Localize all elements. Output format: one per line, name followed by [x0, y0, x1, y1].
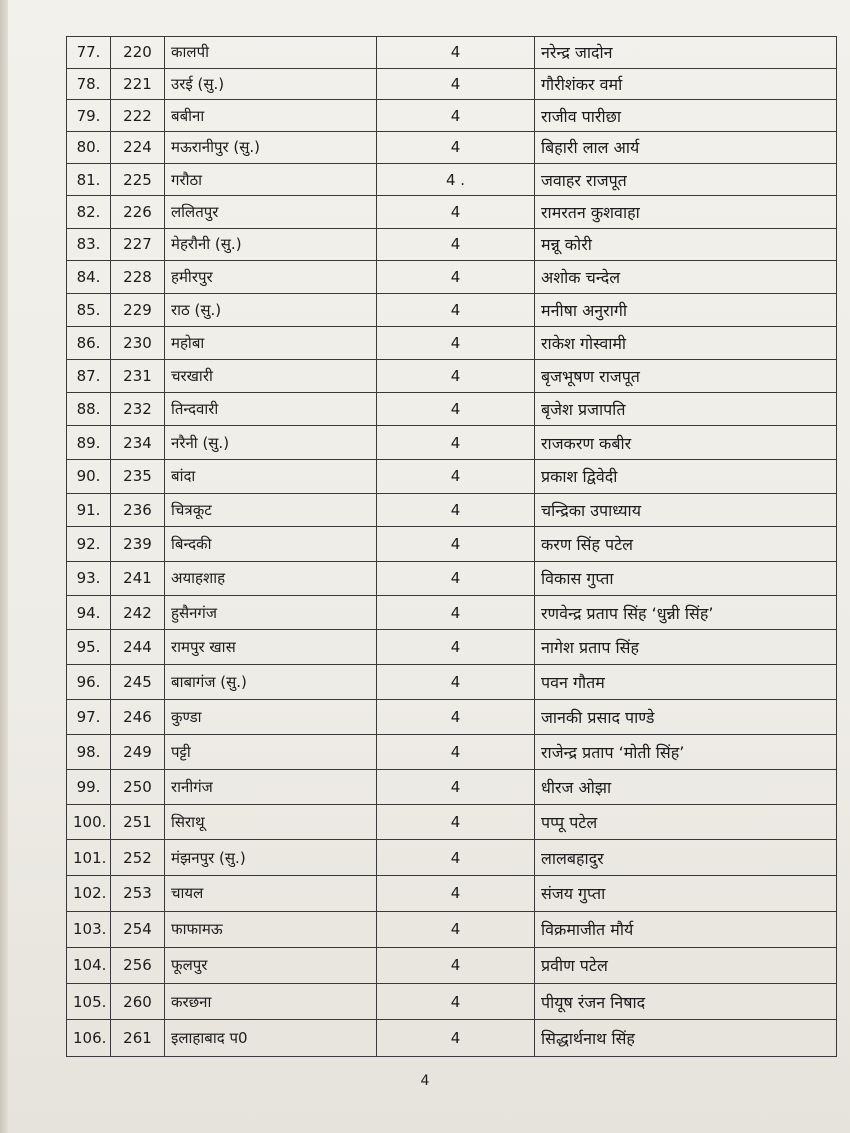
constituency-number-cell: 246 — [111, 699, 165, 734]
serial-number-cell: 79. — [67, 100, 111, 132]
serial-number-cell: 77. — [67, 37, 111, 69]
phase-cell: 4 — [377, 493, 535, 527]
constituency-name-cell: चायल — [165, 876, 377, 912]
table-row — [67, 840, 837, 876]
phase-cell: 4 — [377, 876, 535, 912]
constituency-number-cell: 230 — [111, 326, 165, 359]
table-row — [67, 163, 837, 195]
serial-number-cell: 89. — [67, 426, 111, 460]
serial-number-cell: 105. — [67, 984, 111, 1020]
constituency-name-cell: इलाहाबाद प0 — [165, 1020, 377, 1057]
table-row — [67, 595, 837, 629]
table-row — [67, 459, 837, 493]
constituency-number-cell: 253 — [111, 876, 165, 912]
table-row — [67, 984, 837, 1020]
candidate-name-cell: पप्पू पटेल — [535, 804, 837, 840]
serial-number-cell: 78. — [67, 68, 111, 100]
candidate-name-cell: मन्नू कोरी — [535, 228, 837, 261]
constituency-number-cell: 229 — [111, 293, 165, 326]
constituency-name-cell: मऊरानीपुर (सु.) — [165, 131, 377, 163]
serial-number-cell: 100. — [67, 804, 111, 840]
constituency-name-cell: ललितपुर — [165, 196, 377, 228]
table-row — [67, 804, 837, 840]
phase-cell: 4 — [377, 699, 535, 734]
candidate-name-cell: बिहारी लाल आर्य — [535, 131, 837, 163]
constituency-number-cell: 241 — [111, 561, 165, 595]
candidate-name-cell: संजय गुप्ता — [535, 876, 837, 912]
constituency-name-cell: फूलपुर — [165, 947, 377, 983]
constituency-name-cell: मंझनपुर (सु.) — [165, 840, 377, 876]
phase-cell: 4 — [377, 293, 535, 326]
constituency-number-cell: 221 — [111, 68, 165, 100]
phase-cell: 4 — [377, 527, 535, 561]
serial-number-cell: 96. — [67, 664, 111, 699]
constituency-number-cell: 228 — [111, 261, 165, 294]
constituency-number-cell: 244 — [111, 630, 165, 665]
phase-cell: 4 — [377, 664, 535, 699]
table-row — [67, 527, 837, 561]
serial-number-cell: 84. — [67, 261, 111, 294]
constituency-number-cell: 261 — [111, 1020, 165, 1057]
table-row — [67, 359, 837, 392]
table-row — [67, 493, 837, 527]
constituency-name-cell: चित्रकूट — [165, 493, 377, 527]
phase-cell: 4 — [377, 459, 535, 493]
constituency-number-cell: 252 — [111, 840, 165, 876]
table-row — [67, 876, 837, 912]
constituency-number-cell: 245 — [111, 664, 165, 699]
phase-cell: 4 — [377, 840, 535, 876]
candidate-name-cell: गौरीशंकर वर्मा — [535, 68, 837, 100]
constituency-number-cell: 256 — [111, 947, 165, 983]
constituency-number-cell: 234 — [111, 426, 165, 460]
candidate-name-cell: नरेन्द्र जादोन — [535, 37, 837, 69]
serial-number-cell: 102. — [67, 876, 111, 912]
table-row — [67, 392, 837, 425]
serial-number-cell: 82. — [67, 196, 111, 228]
serial-number-cell: 93. — [67, 561, 111, 595]
constituency-name-cell: नरैनी (सु.) — [165, 426, 377, 460]
constituency-number-cell: 242 — [111, 595, 165, 629]
candidate-name-cell: बृजेश प्रजापति — [535, 392, 837, 425]
serial-number-cell: 98. — [67, 734, 111, 769]
constituency-name-cell: कुण्डा — [165, 699, 377, 734]
constituency-number-cell: 235 — [111, 459, 165, 493]
candidate-name-cell: राजीव पारीछा — [535, 100, 837, 132]
candidate-name-cell: रामरतन कुशवाहा — [535, 196, 837, 228]
candidate-name-cell: विकास गुप्ता — [535, 561, 837, 595]
phase-cell: 4 — [377, 911, 535, 947]
serial-number-cell: 94. — [67, 595, 111, 629]
phase-cell: 4 — [377, 947, 535, 983]
serial-number-cell: 99. — [67, 769, 111, 804]
phase-cell: 4 — [377, 228, 535, 261]
table-row — [67, 769, 837, 804]
phase-cell: 4 — [377, 769, 535, 804]
constituency-number-cell: 222 — [111, 100, 165, 132]
phase-cell: 4 — [377, 1020, 535, 1057]
constituency-name-cell: बांदा — [165, 459, 377, 493]
phase-cell: 4 — [377, 68, 535, 100]
serial-number-cell: 83. — [67, 228, 111, 261]
constituency-name-cell: फाफामऊ — [165, 911, 377, 947]
constituency-number-cell: 224 — [111, 131, 165, 163]
table-row — [67, 630, 837, 665]
phase-cell: 4 — [377, 561, 535, 595]
phase-cell: 4 — [377, 37, 535, 69]
constituency-number-cell: 232 — [111, 392, 165, 425]
constituency-name-cell: हमीरपुर — [165, 261, 377, 294]
constituency-name-cell: सिराथू — [165, 804, 377, 840]
candidate-name-cell: प्रवीण पटेल — [535, 947, 837, 983]
candidate-name-cell: जानकी प्रसाद पाण्डे — [535, 699, 837, 734]
phase-cell: 4 — [377, 100, 535, 132]
table-row — [67, 196, 837, 228]
constituency-number-cell: 249 — [111, 734, 165, 769]
constituency-name-cell: बबीना — [165, 100, 377, 132]
constituency-number-cell: 260 — [111, 984, 165, 1020]
serial-number-cell: 95. — [67, 630, 111, 665]
table-row — [67, 228, 837, 261]
constituency-number-cell: 225 — [111, 163, 165, 195]
serial-number-cell: 104. — [67, 947, 111, 983]
phase-cell: 4 — [377, 804, 535, 840]
table-row — [67, 699, 837, 734]
candidate-name-cell: प्रकाश द्विवेदी — [535, 459, 837, 493]
constituency-name-cell: अयाहशाह — [165, 561, 377, 595]
candidate-name-cell: बृजभूषण राजपूत — [535, 359, 837, 392]
table-row — [67, 100, 837, 132]
phase-cell: 4 — [377, 196, 535, 228]
page-edge-shadow — [0, 0, 8, 1133]
serial-number-cell: 101. — [67, 840, 111, 876]
serial-number-cell: 90. — [67, 459, 111, 493]
constituency-name-cell: हुसैनगंज — [165, 595, 377, 629]
table-row — [67, 664, 837, 699]
constituency-name-cell: तिन्दवारी — [165, 392, 377, 425]
candidate-name-cell: राकेश गोस्वामी — [535, 326, 837, 359]
serial-number-cell: 91. — [67, 493, 111, 527]
constituency-name-cell: चरखारी — [165, 359, 377, 392]
constituency-name-cell: रानीगंज — [165, 769, 377, 804]
table-row — [67, 911, 837, 947]
serial-number-cell: 80. — [67, 131, 111, 163]
constituency-number-cell: 220 — [111, 37, 165, 69]
serial-number-cell: 97. — [67, 699, 111, 734]
candidate-name-cell: करण सिंह पटेल — [535, 527, 837, 561]
serial-number-cell: 92. — [67, 527, 111, 561]
table-row — [67, 1020, 837, 1057]
candidate-table — [66, 36, 837, 1057]
serial-number-cell: 106. — [67, 1020, 111, 1057]
candidate-name-cell: पवन गौतम — [535, 664, 837, 699]
constituency-number-cell: 251 — [111, 804, 165, 840]
constituency-number-cell: 231 — [111, 359, 165, 392]
constituency-name-cell: उरई (सु.) — [165, 68, 377, 100]
page-number: 4 — [420, 1073, 430, 1089]
serial-number-cell: 85. — [67, 293, 111, 326]
phase-cell: 4 — [377, 630, 535, 665]
candidate-name-cell: विक्रमाजीत मौर्य — [535, 911, 837, 947]
table-row — [67, 261, 837, 294]
candidate-name-cell: लालबहादुर — [535, 840, 837, 876]
constituency-number-cell: 250 — [111, 769, 165, 804]
table-row — [67, 561, 837, 595]
serial-number-cell: 87. — [67, 359, 111, 392]
serial-number-cell: 86. — [67, 326, 111, 359]
constituency-number-cell: 236 — [111, 493, 165, 527]
phase-cell: 4 — [377, 392, 535, 425]
constituency-name-cell: कालपी — [165, 37, 377, 69]
constituency-name-cell: गरौठा — [165, 163, 377, 195]
phase-cell: 4 — [377, 426, 535, 460]
table-row — [67, 426, 837, 460]
table-row — [67, 68, 837, 100]
candidate-name-cell: रणवेन्द्र प्रताप सिंह ‘धुन्नी सिंह’ — [535, 595, 837, 629]
phase-cell: 4 — [377, 595, 535, 629]
constituency-number-cell: 254 — [111, 911, 165, 947]
candidate-name-cell: नागेश प्रताप सिंह — [535, 630, 837, 665]
candidate-table-body — [67, 37, 837, 1057]
constituency-number-cell: 227 — [111, 228, 165, 261]
table-row — [67, 37, 837, 69]
table-row — [67, 947, 837, 983]
constituency-name-cell: मेहरौनी (सु.) — [165, 228, 377, 261]
constituency-name-cell: करछना — [165, 984, 377, 1020]
phase-cell: 4 . — [377, 163, 535, 195]
phase-cell: 4 — [377, 326, 535, 359]
phase-cell: 4 — [377, 131, 535, 163]
table-row — [67, 734, 837, 769]
serial-number-cell: 88. — [67, 392, 111, 425]
constituency-name-cell: महोबा — [165, 326, 377, 359]
serial-number-cell: 81. — [67, 163, 111, 195]
candidate-name-cell: धीरज ओझा — [535, 769, 837, 804]
table-row — [67, 326, 837, 359]
constituency-name-cell: रामपुर खास — [165, 630, 377, 665]
constituency-number-cell: 226 — [111, 196, 165, 228]
candidate-name-cell: सिद्धार्थनाथ सिंह — [535, 1020, 837, 1057]
phase-cell: 4 — [377, 734, 535, 769]
phase-cell: 4 — [377, 359, 535, 392]
candidate-name-cell: राजकरण कबीर — [535, 426, 837, 460]
candidate-name-cell: जवाहर राजपूत — [535, 163, 837, 195]
candidate-name-cell: राजेन्द्र प्रताप ‘मोती सिंह’ — [535, 734, 837, 769]
constituency-name-cell: राठ (सु.) — [165, 293, 377, 326]
candidate-name-cell: मनीषा अनुरागी — [535, 293, 837, 326]
phase-cell: 4 — [377, 984, 535, 1020]
phase-cell: 4 — [377, 261, 535, 294]
constituency-number-cell: 239 — [111, 527, 165, 561]
table-row — [67, 293, 837, 326]
serial-number-cell: 103. — [67, 911, 111, 947]
constituency-name-cell: पट्टी — [165, 734, 377, 769]
constituency-name-cell: बिन्दकी — [165, 527, 377, 561]
table-row — [67, 131, 837, 163]
candidate-name-cell: अशोक चन्देल — [535, 261, 837, 294]
candidate-name-cell: पीयूष रंजन निषाद — [535, 984, 837, 1020]
candidate-name-cell: चन्द्रिका उपाध्याय — [535, 493, 837, 527]
constituency-name-cell: बाबागंज (सु.) — [165, 664, 377, 699]
